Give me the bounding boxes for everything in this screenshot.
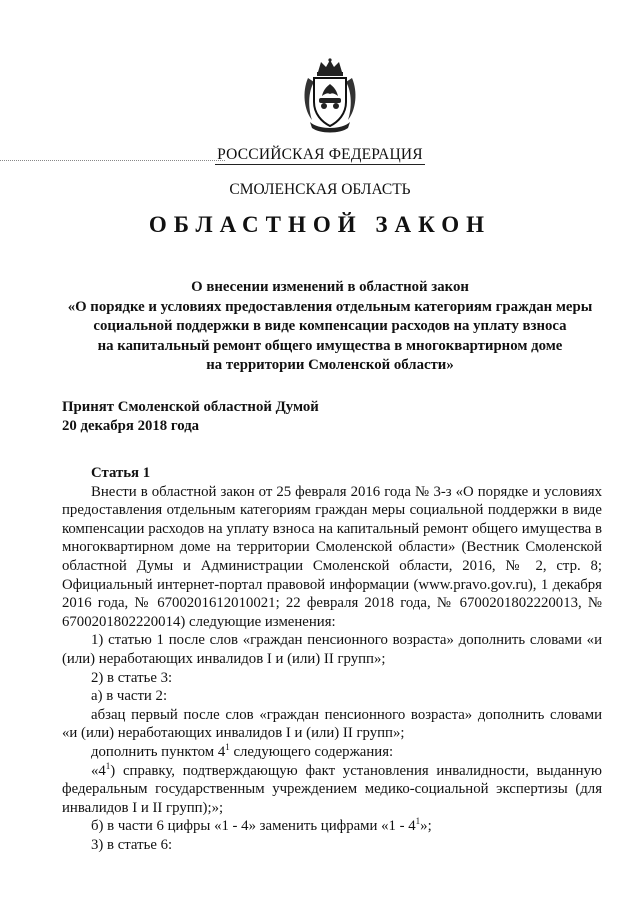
text-fragment: ) справку, подтверждающую факт установления инвалидности, выданную федеральным государственным учреждением медико-социальной экспертизы (для инвалидов I и II групп);»; <box>62 762 602 816</box>
law-title <box>50 278 610 376</box>
text-fragment: б) в части 6 цифры «1 - 4» заменить цифрами «1 - 4 <box>91 818 416 835</box>
country-label: РОССИЙСКАЯ ФЕДЕРАЦИЯ <box>217 146 423 163</box>
coat-of-arms-icon <box>298 58 362 134</box>
superscript: 1 <box>105 760 111 771</box>
superscript: 1 <box>225 741 230 752</box>
text-fragment: »; <box>420 818 432 835</box>
article-paragraph <box>62 762 602 818</box>
article-item: 3) в статье 6: <box>91 836 173 853</box>
article-item: 2) в статье 3: <box>91 669 173 686</box>
document-type-heading: ОБЛАСТНОЙ ЗАКОН <box>148 212 492 237</box>
article-subitem <box>62 817 602 836</box>
article-intro: Внести в областной закон от 25 февраля 2016 года № 3-з «О порядке и условиях предоставления отдельным категориям граждан меры социальной поддержки в виде компенсации расходов на уплату взноса на капитальный ремонт общего имущества в многоквартирном доме на территории Смоленской области» (Вестник Смоленской областной Думы и Администрации Смоленской области, 2016, № 2, стр. 8; Официальный интернет-портал правовой информации (www.pravo.gov.ru), 1 декабря 2016 года, № 6700201612010021; 22 февраля 2018 года, № 6700201802220013, № 6700201802220014) следующие изменения: <box>62 483 602 630</box>
title-line: на территории Смоленской области» <box>206 357 454 373</box>
title-line: социальной поддержки в виде компенсации расходов на уплату взноса <box>93 318 567 334</box>
superscript: 1 <box>415 816 421 827</box>
title-line: «О порядке и условиях предоставления отдельным категориям граждан меры <box>67 298 593 315</box>
text-fragment: дополнить пунктом 4 <box>91 743 226 760</box>
region-name: СМОЛЕНСКАЯ ОБЛАСТЬ <box>229 181 411 198</box>
title-line: на капитальный ремонт общего имущества в многоквартирном доме <box>97 337 563 354</box>
text-fragment: следующего содержания: <box>229 743 394 760</box>
article-paragraph: абзац первый после слов «граждан пенсионного возраста» дополнить словами «и (или) неработающих инвалидов I и (или) II групп»; <box>62 706 602 742</box>
article-subitem: а) в части 2: <box>91 688 168 705</box>
text-fragment: «4 <box>91 762 106 779</box>
adoption-block <box>62 398 319 436</box>
article-paragraph <box>62 743 602 762</box>
article-item: 1) статью 1 после слов «граждан пенсионного возраста» дополнить словами «и (или) неработающих инвалидов I и (или) II групп»; <box>62 632 602 667</box>
title-line: О внесении изменений в областной закон <box>191 279 469 295</box>
article-body <box>62 464 602 854</box>
country-name <box>0 146 640 164</box>
adoption-body: Принят Смоленской областной Думой <box>62 399 319 415</box>
adoption-date: 20 декабря 2018 года <box>62 418 200 434</box>
article-heading: Статья 1 <box>91 465 151 481</box>
